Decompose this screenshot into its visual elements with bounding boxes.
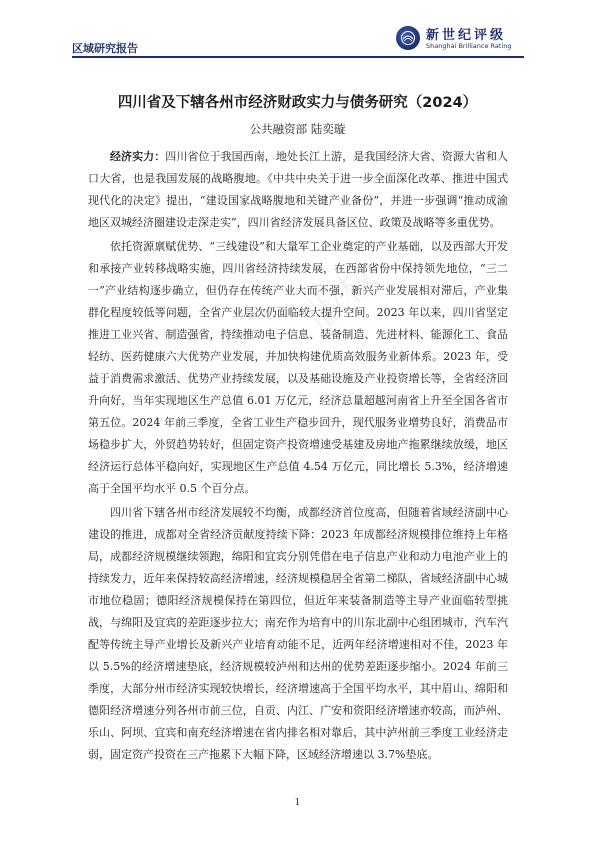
paragraph-industry xyxy=(88,236,508,500)
paragraph-economic-strength xyxy=(88,146,508,234)
document-authors: 公共融资部 陆奕璇 xyxy=(249,122,346,136)
logo-english-name: Shanghai Brilliance Rating xyxy=(426,42,512,50)
paragraph-text: 依托资源禀赋优势、“三线建设”和大量军工企业奠定的产业基础，以及西部大开发和承接产业转移战略实施，四川省经济持续发展，在西部省份中保持领先地位，“三二一”产业结构逐步确立，但仍存在传统产业大而不强，新兴产业发展相对滞后，产业集群化程度较低等问题，全省产业层次仍面临较大提升空间。2023 年以来，四川省坚定推进工业兴省、制造强省，持续推动电子信息、装备制造、先进材料、能源化工、食品轻纺、医药健康六大优势产业发展，并加快构建优质高效服务业新体系。2023 年，受益于消费需求激活、优势产业持续发展，以及基础设施及产业投资增长等，全省经济回升向好，当年实现地区生产总值 6.01 万亿元，经济总量超越河南省上升至全国各省市第五位。2024 年前三季度，全省工业生产稳步回升，现代服务业增势良好，消费品市场稳步扩大，外贸趋势转好，但固定资产投资增速受基建及房地产拖累继续放缓，地区经济运行总体平稳向好，实现地区生产总值 4.54 万亿元，同比增长 5.3%，经济增速高于全国平均水平 0.5 个百分点。 xyxy=(88,240,508,495)
logo-chinese-name: 新世纪评级 xyxy=(426,28,507,43)
document-body xyxy=(88,146,508,766)
header-divider xyxy=(72,56,524,58)
page-number: 1 xyxy=(294,798,301,808)
page-header xyxy=(0,0,595,62)
paragraph-text: 四川省下辖各州市经济发展较不均衡，成都经济首位度高，但随着省域经济副中心建设的推进，成都对全省经济贡献度持续下降：2023 年成都经济规模排位维持上年格局，成都经济规模继续领跑，绵阳和宜宾分别凭借在电子信息产业和动力电池产业上的持续发力，近年来保持较高经济增速，经济规模稳居全省第二梯队，省域经济副中心城市地位稳固；德阳经济规模保持在第四位，但近年来装备制造等主导产业面临转型挑战，与绵阳及宜宾的差距逐步拉大；南充作为培育中的川东北副中心组团城市，汽车汽配等传统主导产业增长及新兴产业培育动能不足，近两年经济增速相对不佳，2023 年以 5.5%的经济增速垫底，经济规模较泸州和达州的优势差距逐步缩小。2024 年前三季度，大部分州市经济实现较快增长，经济增速高于全国平均水平，其中眉山、绵阳和德阳经济增速分列各州市前三位，自贡、内江、广安和资阳经济增速亦较高，而泸州、乐山、阿坝、宜宾和南充经济增速在省内排名相对靠后，其中泸州前三季度工业经济走弱，固定资产投资在三产拖累下大幅下降，区域经济增速以 3.7%垫底。 xyxy=(88,506,508,761)
report-category-label: 区域研究报告 xyxy=(72,42,138,55)
paragraph-text: 四川省位于我国西南，地处长江上游，是我国经济大省、资源大省和人口大省，也是我国发展的战略腹地。《中共中央关于进一步全面深化改革、推进中国式现代化的决定》提出，“建设国家战略腹地和关键产业备份”，并进一步强调“推动成渝地区双城经济圈建设走深走实”，四川省经济发展具备区位、政策及战略等多重优势。 xyxy=(88,150,509,229)
brand-logo xyxy=(396,24,518,54)
document-title: 四川省及下辖各州市经济财政实力与债务研究（2024） xyxy=(117,95,478,111)
paragraph-lead: 经济实力： xyxy=(110,150,166,163)
logo-emblem-icon xyxy=(396,26,420,50)
paragraph-cities xyxy=(88,502,508,766)
watermark: 版权 xyxy=(296,252,388,340)
